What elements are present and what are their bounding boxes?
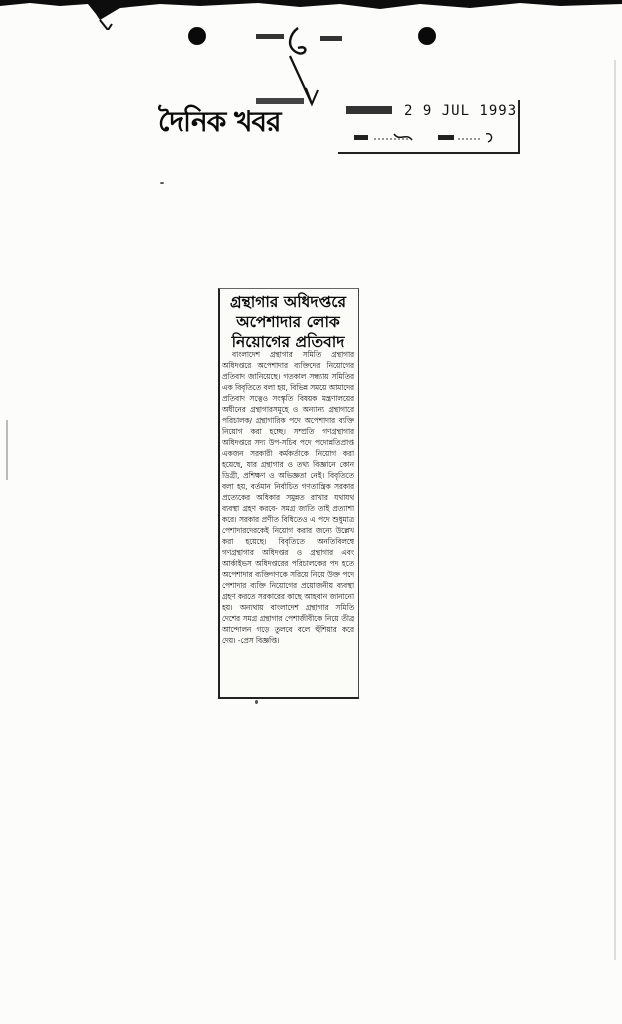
stamp-second-line <box>350 130 510 144</box>
scan-speck <box>160 182 164 184</box>
headline-line-1: গ্রন্থাগার অধিদপ্তরে <box>229 292 346 311</box>
scan-speck <box>6 420 8 480</box>
headline-line-3: নিয়োগের প্রতিবাদ <box>231 332 345 351</box>
stamp-date: 2 9 JUL 1993 <box>404 103 518 119</box>
headline-line-2: অপেশাদার লোক <box>236 312 340 331</box>
scan-speck <box>614 60 616 960</box>
punch-hole-left <box>188 27 206 45</box>
handwritten-mark <box>250 18 350 108</box>
newspaper-name: দৈনিক খবর <box>158 105 281 138</box>
punch-hole-right <box>418 27 436 45</box>
article-body <box>222 349 354 694</box>
article-body-paragraph: বাংলাদেশ গ্রন্থাগার সমিতি গ্রন্থাগার অধিদপ্তরে অপেশাদার ব্যক্তিদের নিয়োগের প্রতিবাদ জানিয়েছে। গতকাল সন্ধ্যায় সমিতির এক বিবৃতিতে বলা হয়, বিভিন্ন সময়ে আমাদের প্রতিবাদ সত্বেও সংস্কৃতি বিষয়ক মন্ত্রণালয়ের অধীনের গ্রন্থাগারসমূহে ও অন্যান্য গ্রন্থাগারে পরিচালক/ গ্রন্থাগারিক পদে অপেশাদার ব্যক্তি নিয়োগ করা হচ্ছে। সম্প্রতি গণগ্রন্থাগার অধিদপ্তরে সদ্য উপ-সচিব পদে পদোন্নতিপ্রাপ্ত একজন সরকারী কর্মকর্তাকে নিয়োগ করা হয়েছে, যার গ্রন্থাগার ও তথ্য বিজ্ঞানে কোন ডিগ্রী, প্রশিক্ষণ ও অভিজ্ঞতা নেই। বিবৃতিতে বলা হয়, বর্তমান নির্বাচিত গণতান্ত্রিক সরকার প্রত্যেকের অধিকার সমুন্নত রাখার যথাযথ ব্যবস্থা গ্রহণ করবে- সমগ্র জাতি তাই প্রত্যাশা করে। সরকার প্রণীত বিধিতেও এ পদে শুধুমাত্র পেশাদারদেরকেই নিয়োগ করার জন্যে উল্লেখ করা হয়েছে। বিবৃতিতে অনতিবিলম্বে গণগ্রন্থাগার অধিদপ্তর ও গ্রন্থাগার এবং আর্কাইভস অধিদপ্তরের পরিচালকের পদ হতে অপেশাদার ব্যক্তিগণকে সরিয়ে নিয়ে উক্ত পদে পেশাদার ব্যক্তি নিয়োগের প্রয়োজনীয় ব্যবস্থা গ্রহণ করতে সরকারের কাছে আহবান জানানো হয়। অন্যথায় বাংলাদেশ গ্রন্থাগার সমিতি দেশের সমগ্র গ্রন্থাগার পেশাজীবীকে নিয়ে তীব্র আন্দোলন গড়ে তুলবে বলে হুঁশিয়ার করে দেয়। -প্রেস বিজ্ঞপ্তি। <box>222 350 354 645</box>
stamp-label-block <box>346 106 392 114</box>
scan-speck <box>255 700 258 704</box>
article-headline <box>226 292 350 352</box>
masthead-scribble <box>256 98 304 104</box>
